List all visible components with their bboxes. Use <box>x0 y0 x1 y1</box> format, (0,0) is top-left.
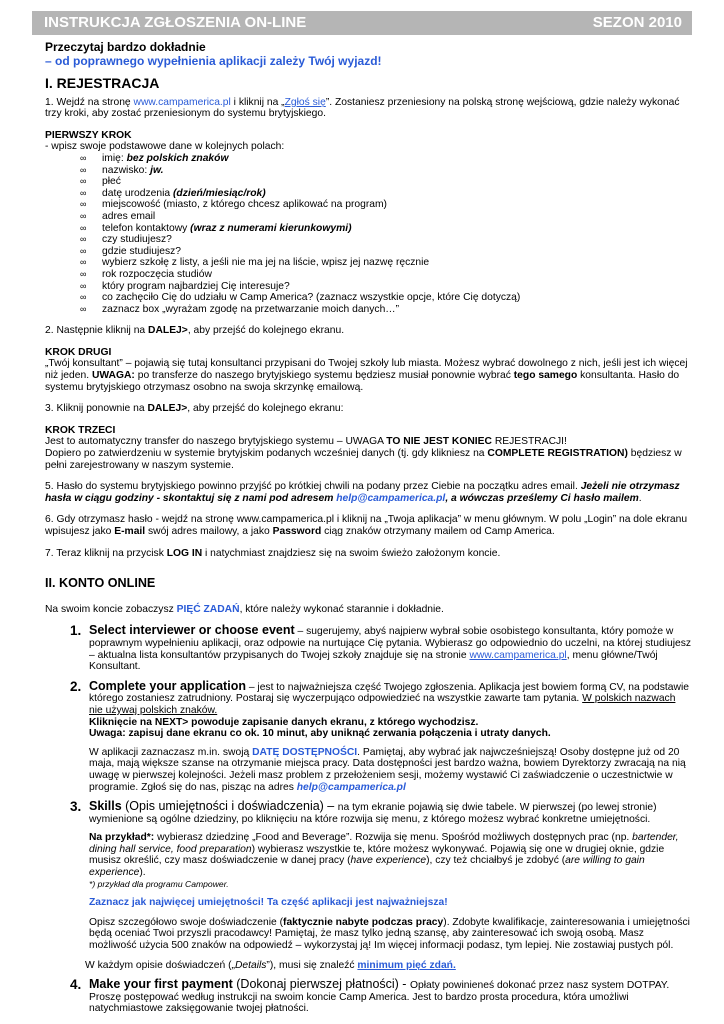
list-item: ∞ czy studiujesz? <box>80 234 692 246</box>
list-item: ∞ rok rozpoczęcia studiów <box>80 269 692 281</box>
campamerica-link[interactable]: www.campamerica.pl <box>469 649 567 661</box>
account-intro: Na swoim koncie zobaczysz PIĘĆ ZADAŃ, które należy wykonać starannie i dokładnie. <box>45 603 444 615</box>
task-3-title: Skills <box>89 799 122 814</box>
list-item: ∞ co zachęciło Cię do udziału w Camp America? (zaznacz wszystkie opcje, które Cię dotyczą) <box>80 292 692 304</box>
intro-line-1: Przeczytaj bardzo dokładnie <box>45 40 206 54</box>
list-item: ∞ który program najbardziej Cię interesuje? <box>80 281 692 293</box>
step-two-text: „Twój konsultant” – pojawią się tutaj konsultanci przypisani do Twojej szkoły lub miasta. Możesz wybrać dowolnego z nich, jeśli jest ich więcej niż jeden. UWAGA: po transferze do naszego brytyjskiego systemu będziesz musiał ponownie wybrać tego samego konsultanta. Hasło do systemu brytyjskiego otrzymasz osobno na swoja skrzynkę emailową. <box>45 358 688 393</box>
step-2-paragraph: 2. Następnie kliknij na DALEJ>, aby przejść do kolejnego ekranu. <box>45 325 345 337</box>
step-1-paragraph: 1. Wejdź na stronę www.campamerica.pl i kliknij na „Zgłoś się”. Zostaniesz przeniesiony na polską stronę wejściową, gdzie należy wykonać trzy kroki, aby zostać przeniesionym do systemu brytyjskiego. <box>45 96 680 120</box>
list-item: ∞ datę urodzenia (dzień/miesiąc/rok) <box>80 188 692 200</box>
step-7-paragraph: 7. Teraz kliknij na przycisk LOG IN i natychmiast znajdziesz się na swoim świeżo założonym koncie. <box>45 547 501 559</box>
list-item: ∞ zaznacz box „wyrażam zgodę na przetwarzanie moich danych…” <box>80 304 692 316</box>
step-two-heading: KROK DRUGI <box>45 346 112 358</box>
step-three-heading: KROK TRZECI <box>45 424 116 436</box>
season-label: SEZON 2010 <box>592 14 682 32</box>
availability-paragraph: W aplikacji zaznaczasz m.in. swoją DATĘ DOSTĘPNOŚCI. Pamiętaj, aby wybrać jak najwcześniejszą! Osoby dostępne już od 20 maja, mają większe szanse na otrzymanie miejsca pracy. Data dostępności jest bardzo ważna, bowiem Dyrektorzy zwracają na nią uwagę w pierwszej kolejności. Jeżeli masz problem z przełożeniem sesji, możemy wystawić Ci zaświadczenie o uczestnictwie w programie. Zgłoś się do nas, pisząc na adres help@campamerica.pl <box>89 746 686 793</box>
step-one-text: - wpisz swoje podstawowe dane w kolejnych polach: <box>45 141 285 153</box>
experience-paragraph: Opisz szczegółowo swoje doświadczenie (faktycznie nabyte podczas pracy). Zdobyte kwalifikacje, zainteresowania i umiejętności będą oceniać Twoi przyszli pracodawcy! Pamiętaj, że masz tylko jedną szansę, aby zainteresować ich swoją osobą. Masz możliwość użycia 500 znaków na odpowiedź – wykorzystaj ją! Im więcej informacji podasz, tym lepiej. Nie zostawiaj pustych pól. <box>89 916 690 952</box>
help-email-link[interactable]: help@campamerica.pl <box>336 492 446 504</box>
header-bar <box>32 11 692 35</box>
intro-line-2: – od poprawnego wypełnienia aplikacji zależy Twój wyjazd! <box>45 54 382 68</box>
task-2-title: Complete your application <box>89 678 246 693</box>
list-item: ∞ adres email <box>80 211 692 223</box>
step-5-paragraph: 5. Hasło do systemu brytyjskiego powinno przyjść po krótkiej chwili na podany przez Ciebie na początku adres email. Jeżeli nie otrzymasz hasła w ciągu godziny - skontaktuj się z nami pod adresem help@campamerica.pl, a wówczas prześlemy Ci hasło mailem. <box>45 481 680 504</box>
document-page <box>32 11 692 1015</box>
section-account-title: II. KONTO ONLINE <box>45 576 156 591</box>
help-email-link[interactable]: help@campamerica.pl <box>296 781 406 793</box>
list-item: ∞ nazwisko: jw. <box>80 165 692 177</box>
step-one-heading: PIERWSZY KROK <box>45 129 132 141</box>
list-item: ∞ miejscowość (miasto, z którego chcesz aplikować na program) <box>80 199 692 211</box>
zglos-sie-link[interactable]: Zgłoś się <box>284 96 326 108</box>
list-item: ∞ gdzie studiujesz? <box>80 246 692 258</box>
skills-highlight: Zaznacz jak najwięcej umiejętności! Ta część aplikacji jest najważniejsza! <box>89 897 448 909</box>
campamerica-link[interactable]: www.campamerica.pl <box>133 96 231 108</box>
details-paragraph: W każdym opisie doświadczeń („Details”), musi się znaleźć minimum pięć zdań. <box>85 959 456 971</box>
step-3-paragraph: 3. Kliknij ponownie na DALEJ>, aby przejść do kolejnego ekranu: <box>45 403 344 415</box>
example-note: *) przykład dla programu Campower. <box>89 878 229 889</box>
field-list <box>32 153 692 315</box>
step-three-text: Jest to automatyczny transfer do naszego brytyjskiego systemu – UWAGA TO NIE JEST KONIEC REJESTRACJI! Dopiero po zatwierdzeniu w systemie brytyjskim podanych wcześniej danych (tj. gdy klikniesz na COMPLETE REGISTRATION) będziesz w pełni zarejestrowany w naszym systemie. <box>45 436 682 471</box>
example-paragraph: Na przykład*: wybierasz dziedzinę „Food and Beverage”. Rozwija się menu. Spośród możliwych dostępnych prac (np. bartender, dining hall service, food preparation) wybierasz wszystkie te, które możesz wykonywać. Pojawią się one w drugiej oknie, gdzie musisz określić, czy masz doświadczenie w danej pracy (have experience), czy też chciałbyś je zdobyć (are willing to gain experience). <box>89 832 679 879</box>
intro-block <box>45 40 692 68</box>
task-4-title: Make your first payment <box>89 977 233 992</box>
task-1: 1. Select interviewer or choose event – sugerujemy, abyś najpierw wybrał sobie osobistego konsultanta, który pomoże w poprawnym wypełnieniu aplikacji, oraz odpowie na nurtujące Cię pytania. Wybierasz go odpowiednio do uczelni, na której studiujesz – aktualna lista konsultantów przypisanych do Twojej szkoły znajduje się na stronie www.campamerica.pl, menu główne/Twój Konsultant. <box>70 623 692 673</box>
list-item: ∞ telefon kontaktowy (wraz z numerami kierunkowymi) <box>80 223 692 235</box>
document-title: INSTRUKCJA ZGŁOSZENIA ON-LINE <box>44 14 307 32</box>
section-registration-title: I. REJESTRACJA <box>45 75 160 91</box>
task-3: 3. Skills (Opis umiejętności i doświadczenia) – na tym ekranie pojawią się dwie tabele. W pierwszej (po lewej stronie) wymienione są ogólne dziedziny, po kliknięciu na które rozwija się menu, z którego możesz wybrać konkretne umiejętności. Na przykład*: wybierasz dziedzinę „Food and Beverage”. Rozwija się menu. Spośród możliwych dostępnych prac (np. bartender, dining hall service, food preparation) wybierasz wszystkie te, które możesz wykonywać. Pojawią się one w drugiej oknie, gdzie musisz określić, czy masz doświadczenie w danej pracy (have experience), czy też chciałbyś je zdobyć (are willing to gain experience). *) przykład dla programu Campower. Zaznacz jak najwięcej umiejętności! Ta część aplikacji jest najważniejsza! Opisz szczegółowo swoje doświadczenie (faktycznie nabyte podczas pracy). Zdobyte kwalifikacje, zainteresowania i umiejętności będą oceniać Twoi przyszli pracodawcy! Pamiętaj, że masz tylko jedną szansę, aby zainteresować ich swoją osobą. Masz możliwość użycia 500 znaków na odpowiedź – wykorzystaj ją! Im więcej informacji podasz, tym lepiej. Nie zostawiaj pustych pól. W każdym opisie doświadczeń („Details”), musi się znaleźć minimum pięć zdań. <box>70 801 692 971</box>
list-item: ∞ imię: bez polskich znaków <box>80 153 692 165</box>
step-6-paragraph: 6. Gdy otrzymasz hasło - wejdź na stronę www.campamerica.pl i kliknij na „Twoja aplikacja” w menu głównym. W polu „Login” na dole ekranu wpisujesz jako E-mail swój adres mailowy, a jako Password ciąg znaków otrzymany mailem od Camp America. <box>45 514 688 537</box>
list-item: ∞ płeć <box>80 176 692 188</box>
task-4: 4. Make your first payment (Dokonaj pierwszej płatności) - Opłaty powinieneś dokonać przez nasz system DOTPAY. Proszę postępować według instrukcji na swoim koncie Camp America. Jest to bardzo prosta procedura, która umożliwi natychmiastowe zaksięgowanie twojej płatności. <box>70 977 670 1015</box>
task-2: 2. Complete your application – jest to najważniejsza część Twojego zgłoszenia. Aplikacja jest bowiem formą CV, na podstawie którego zostaniesz zatrudniony. Postaraj się wyczerpująco odpowiedzieć na wszystkie zawarte tam pytania. W polskich nazwach nie używaj polskich znaków. Kliknięcie na NEXT> powoduje zapisanie danych ekranu, z którego wychodzisz. Uwaga: zapisuj dane ekranu co ok. 10 minut, aby uniknąć zerwania połączenia i utraty danych. W aplikacji zaznaczasz m.in. swoją DATĘ DOSTĘPNOŚCI. Pamiętaj, aby wybrać jak najwcześniejszą! Osoby dostępne już od 20 maja, mają większe szanse na otrzymanie miejsca pracy. Data dostępności jest bardzo ważna, bowiem Dyrektorzy zwracają na nią uwagę w pierwszej kolejności. Jeżeli masz problem z przełożeniem sesji, możemy wystawić Ci zaświadczenie o uczestnictwie w programie. Zgłoś się do nas, pisząc na adres help@campamerica.pl <box>70 681 692 793</box>
list-item: ∞ wybierz szkołę z listy, a jeśli nie ma jej na liście, wpisz jej nazwę ręcznie <box>80 257 692 269</box>
task-1-title: Select interviewer or choose event <box>89 623 295 638</box>
